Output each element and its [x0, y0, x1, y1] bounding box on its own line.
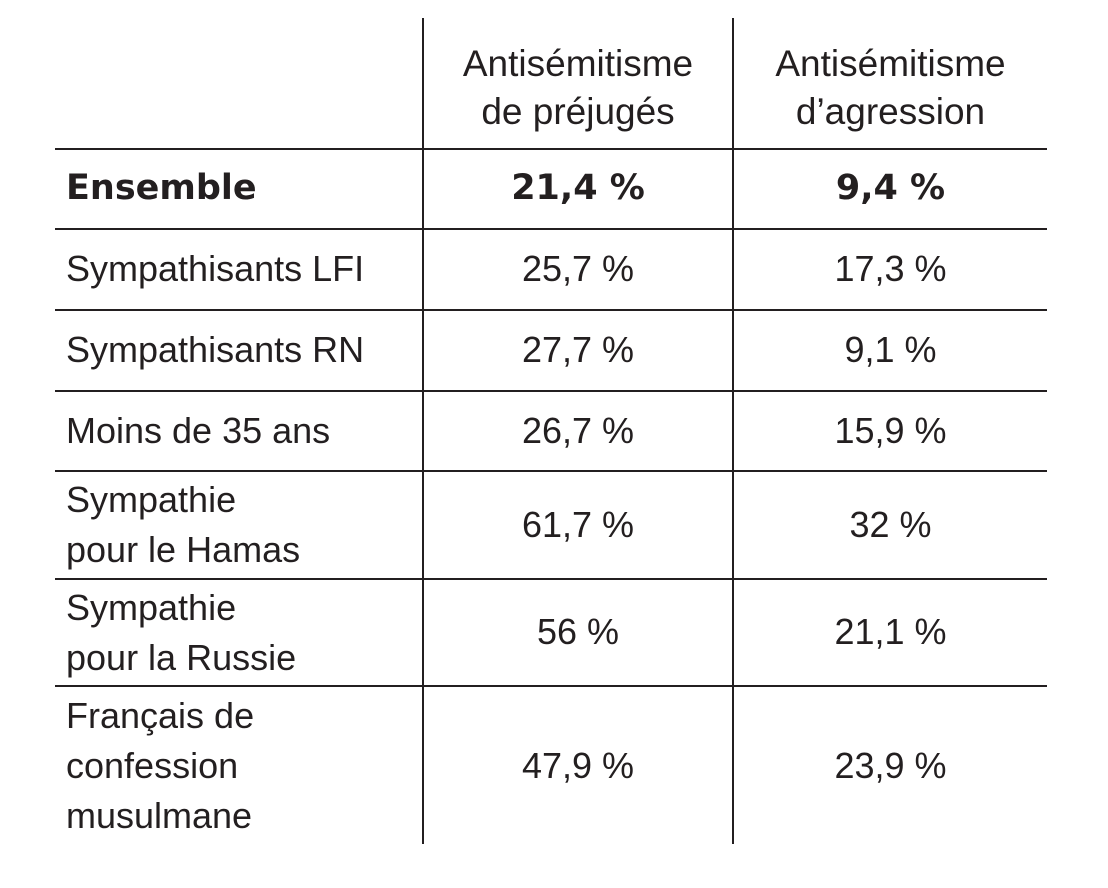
- value-agression-hamas: 32 %: [849, 503, 932, 545]
- value-prejuges-russie: 56 %: [536, 611, 620, 653]
- value-prejuges-lfi: 25,7 %: [521, 248, 635, 290]
- value-agression-musulmane: 23,9 %: [834, 744, 947, 786]
- value-prejuges-moins-35: 26,7 %: [521, 409, 635, 451]
- header-agression: Antisémitisme d’agression: [775, 42, 1006, 132]
- value-prejuges-musulmane: 47,9 %: [521, 744, 635, 786]
- value-prejuges-hamas: 61,7 %: [521, 503, 635, 545]
- header-prejuges: Antisémitisme de préjugés: [462, 42, 694, 132]
- value-agression-moins-35: 15,9 %: [834, 409, 947, 451]
- row-label-rn: Sympathisants RN: [66, 329, 365, 371]
- row-label-russie: Sympathie pour la Russie: [66, 586, 297, 678]
- value-prejuges-ensemble: 21,4 %: [511, 168, 645, 209]
- row-label-moins-35: Moins de 35 ans: [66, 409, 331, 451]
- row-label-hamas: Sympathie pour le Hamas: [66, 479, 301, 570]
- row-label-ensemble: Ensemble: [66, 168, 257, 209]
- value-agression-russie: 21,1 %: [834, 611, 947, 653]
- row-label-lfi: Sympathisants LFI: [66, 248, 365, 290]
- value-agression-ensemble: 9,4 %: [835, 168, 946, 209]
- value-agression-rn: 9,1 %: [844, 329, 937, 371]
- row-label-musulmane: Français de confession musulmane: [66, 695, 255, 836]
- value-agression-lfi: 17,3 %: [834, 248, 947, 290]
- value-prejuges-rn: 27,7 %: [521, 329, 635, 371]
